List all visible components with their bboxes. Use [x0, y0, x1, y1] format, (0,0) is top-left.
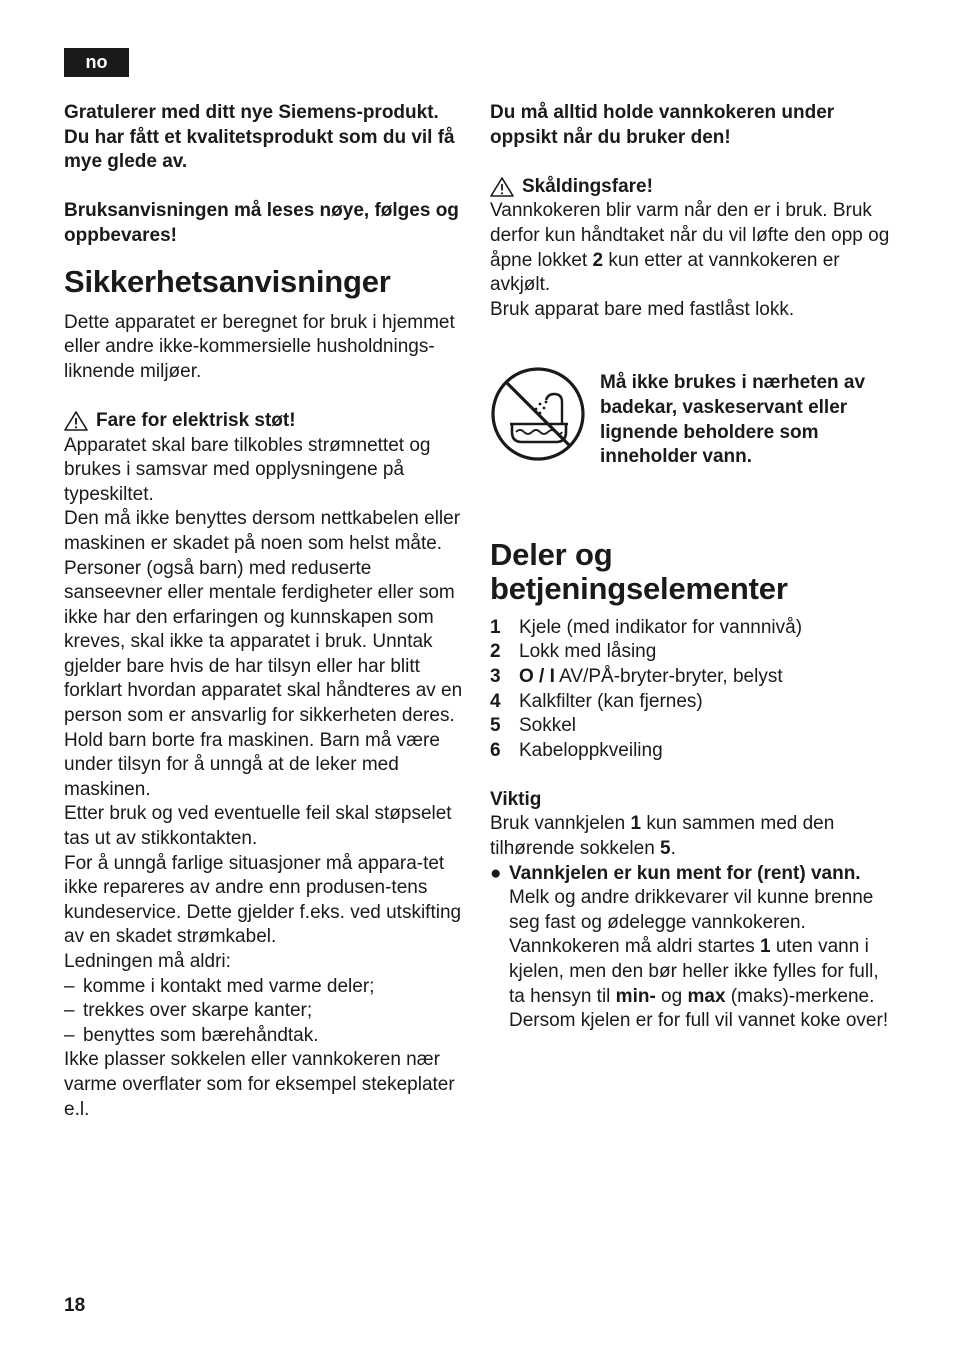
- warning-title-text: Fare for elektrisk støt!: [96, 409, 296, 431]
- electric-shock-warning-title: [64, 409, 464, 434]
- damaged-cable-text: Den må ikke benyttes dersom nettkabelen eller maskinen er skadet på noen som helst måte.: [64, 508, 461, 554]
- warning-title-text: Skåldingsfare!: [522, 175, 653, 197]
- list-item: [490, 862, 890, 1034]
- list-item: – komme i kontakt med varme deler;: [64, 975, 375, 997]
- intro-congrats: Gratulerer med ditt nye Siemens-produkt.: [64, 102, 439, 123]
- important-title: Viktig: [490, 788, 542, 810]
- language-tag: no: [64, 48, 129, 77]
- right-column: [490, 101, 890, 1034]
- no-water-proximity-text: Må ikke brukes i nærheten av badekar, vaskeservant eller lignende beholdere som inneholder vann.: [600, 372, 866, 468]
- reduced-abilities-text: Personer (også barn) med reduserte sanseevner eller mentale ferdigheter eller som ikke har den erfaringen og kunnskapen som kreves, skal ikke ta apparatet i bruk. Unntak gjelder bare hvis de har tilsyn eller har blitt forklart hvordan apparatet skal håndteres av en person som er ansvarlig for sikkerheten deres.: [64, 557, 463, 727]
- supervision-text: Du må alltid holde vannkokeren under oppsikt når du bruker den!: [490, 102, 835, 148]
- locked-lid-text: Bruk apparat bare med fastlåst lokk.: [490, 298, 795, 320]
- water-only-text: Vannkjelen er kun ment for (rent) vann. Melk og andre drikkevarer vil kunne brenne seg fast og ødelegge vannkokeren. Vannkokeren må aldri startes 1 uten vann i kjelen, men den bør heller ikke fylles for full, ta hensyn til min- og max (maks)-merkene. Dersom kjelen er for full vil vannet koke over!: [509, 862, 889, 1032]
- intro-read-manual: Bruksanvisningen må leses nøye, følges og oppbevares!: [64, 200, 459, 246]
- scald-text: Vannkokeren blir varm når den er i bruk. Bruk derfor kun håndtaket når du vil løfte den opp og åpne lokket 2 kun etter at vannkokeren er avkjølt.: [490, 200, 890, 296]
- repair-text: For å unngå farlige situasjoner må appara-tet ikke repareres av andre enn produsen-tens kundeservice. Dette gjelder f.eks. ved utskifting av en skadet strømkabel.: [64, 852, 462, 948]
- list-item: 2 Lokk med låsing: [490, 641, 657, 663]
- parts-heading: Deler og betjeningselementer: [490, 536, 788, 606]
- hot-surfaces-text: Ikke plasser sokkelen eller vannkokeren nær varme overflater som for eksempel stekeplater e.l.: [64, 1049, 455, 1120]
- list-item: 5 Sokkel: [490, 715, 577, 737]
- safety-heading: Sikkerhetsanvisninger: [64, 263, 391, 299]
- intended-use-text: Dette apparatet er beregnet for bruk i hjemmet eller andre ikke-kommersielle husholdnings-liknende miljøer.: [64, 311, 455, 382]
- warning-triangle-icon: [490, 177, 514, 197]
- parts-list: [490, 616, 890, 764]
- scald-warning-title: [490, 175, 890, 200]
- children-text: Hold barn borte fra maskinen. Barn må være under tilsyn for å unngå at de leker med maskinen.: [64, 729, 440, 800]
- cable-never-text: Ledningen må aldri:: [64, 951, 231, 972]
- no-water-proximity-notice: [490, 371, 890, 469]
- list-item: 3 O / I AV/PÅ-bryter-bryter, belyst: [490, 665, 783, 687]
- no-bathtub-icon: [490, 366, 586, 462]
- intro-quality: Du har fått et kvalitetsprodukt som du vil få mye glede av.: [64, 126, 455, 173]
- mains-connection-text: Apparatet skal bare tilkobles strømnettet og brukes i samsvar med opplysningene på typeskiltet.: [64, 434, 431, 505]
- important-text: Bruk vannkjelen 1 kun sammen med den tilhørende sokkelen 5.: [490, 813, 835, 860]
- list-item: – trekkes over skarpe kanter;: [64, 1000, 313, 1022]
- bullet-icon: ●: [490, 862, 502, 884]
- unplug-text: Etter bruk og ved eventuelle feil skal støpselet tas ut av stikkontakten.: [64, 803, 452, 850]
- list-item: – benyttes som bærehåndtak.: [64, 1024, 319, 1046]
- warning-triangle-icon: [64, 411, 88, 431]
- list-item: 6 Kabeloppkveiling: [490, 739, 663, 761]
- list-item: 4 Kalkfilter (kan fjernes): [490, 690, 703, 712]
- list-item: 1 Kjele (med indikator for vannnivå): [490, 616, 803, 638]
- left-column: [64, 101, 464, 1122]
- page-number: 18: [64, 1295, 86, 1316]
